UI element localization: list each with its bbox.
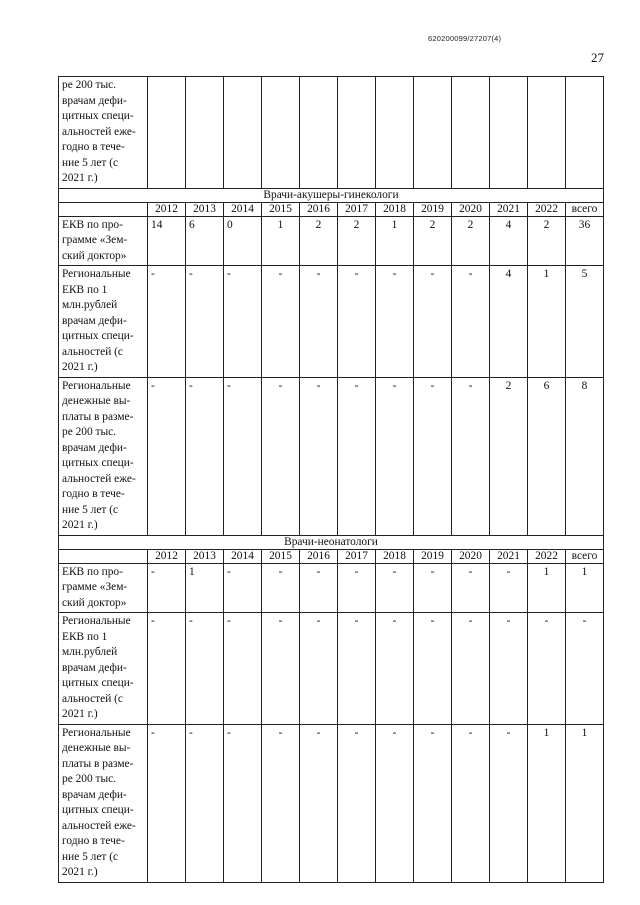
row-label-line: цитных специ-: [62, 457, 134, 469]
row-label-line: годно в тече-: [62, 835, 125, 847]
row-label-line: платы в разме-: [62, 410, 134, 423]
value-cell: 2: [452, 216, 490, 266]
value-cell: -: [338, 613, 376, 725]
value-cell: 0: [224, 216, 262, 266]
empty-cell: [300, 77, 338, 189]
page-number: 27: [591, 50, 604, 65]
row-label-line: врачам дефи-: [62, 661, 127, 674]
value-cell: -: [414, 266, 452, 378]
row-label-line: врачам дефи-: [62, 314, 127, 327]
year-header: 2013: [186, 202, 224, 216]
value-cell: -: [262, 724, 300, 882]
year-header: всего: [566, 202, 604, 216]
value-cell: -: [376, 613, 414, 725]
row-label-line: денежные вы-: [62, 395, 131, 407]
value-cell: -: [224, 563, 262, 613]
value-cell: -: [452, 563, 490, 613]
value-cell: -: [452, 724, 490, 882]
value-cell: -: [186, 377, 224, 535]
value-cell: -: [528, 613, 566, 725]
row-label: [59, 266, 148, 378]
row-label-line: цитных специ-: [62, 677, 134, 689]
year-header: 2017: [338, 202, 376, 216]
value-cell: -: [300, 613, 338, 725]
value-cell: 5: [566, 266, 604, 378]
row-label-line: 2021 г.): [62, 361, 98, 373]
value-cell: -: [414, 563, 452, 613]
value-cell: 2: [528, 216, 566, 266]
row-label-line: 2021 г.): [62, 519, 98, 531]
row-label-line: цитных специ-: [62, 330, 134, 342]
row-label-line: грамме «Зем-: [62, 581, 128, 593]
value-cell: 1: [566, 724, 604, 882]
value-cell: 4: [490, 216, 528, 266]
value-cell: 2: [338, 216, 376, 266]
table-row: [59, 216, 604, 266]
year-header: 2018: [376, 202, 414, 216]
years-label-cell: [59, 202, 148, 216]
row-label-line: грамме «Зем-: [62, 234, 128, 246]
row-label-line: альностей еже-: [62, 472, 136, 485]
table-row: [59, 613, 604, 725]
row-label-line: 2021 г.): [62, 866, 98, 878]
value-cell: -: [338, 563, 376, 613]
row-label-line: ЕКВ по 1: [62, 283, 108, 296]
year-header: 2013: [186, 549, 224, 563]
value-cell: -: [452, 377, 490, 535]
years-label-cell: [59, 549, 148, 563]
value-cell: -: [148, 266, 186, 378]
year-header: 2014: [224, 549, 262, 563]
row-label-line: ЕКВ по про-: [62, 565, 123, 578]
value-cell: 1: [528, 563, 566, 613]
year-header: 2014: [224, 202, 262, 216]
row-label-line: ЕКВ по 1: [62, 630, 108, 643]
empty-cell: [528, 77, 566, 189]
row-label-line: ский доктор»: [62, 596, 127, 609]
value-cell: -: [300, 724, 338, 882]
row-label: [59, 563, 148, 613]
row-label-line: альностей (с: [62, 345, 123, 358]
value-cell: -: [148, 613, 186, 725]
row-label-line: платы в разме-: [62, 757, 134, 770]
row-label-line: цитных специ-: [62, 110, 134, 122]
row-label-line: млн.рублей: [62, 299, 118, 311]
year-header: 2016: [300, 549, 338, 563]
empty-cell: [566, 77, 604, 189]
row-label-line: врачам дефи-: [62, 441, 127, 454]
empty-cell: [338, 77, 376, 189]
value-cell: -: [376, 724, 414, 882]
value-cell: 6: [528, 377, 566, 535]
row-label-line: врачам дефи-: [62, 788, 127, 801]
value-cell: -: [490, 724, 528, 882]
row-label-line: ние 5 лет (с: [62, 850, 119, 863]
row-label-line: ЕКВ по про-: [62, 218, 123, 231]
row-label-line: врачам дефи-: [62, 94, 127, 107]
value-cell: -: [148, 724, 186, 882]
value-cell: -: [452, 266, 490, 378]
empty-cell: [414, 77, 452, 189]
value-cell: -: [338, 266, 376, 378]
value-cell: -: [148, 377, 186, 535]
year-header: 2022: [528, 202, 566, 216]
statistics-table: [58, 76, 604, 883]
table-row: [59, 563, 604, 613]
value-cell: -: [566, 613, 604, 725]
document-id: 620200099/27207(4): [428, 34, 502, 43]
section-header-row: [59, 188, 604, 202]
value-cell: -: [262, 377, 300, 535]
value-cell: 4: [490, 266, 528, 378]
value-cell: -: [224, 377, 262, 535]
year-header: 2022: [528, 549, 566, 563]
empty-cell: [452, 77, 490, 189]
value-cell: 1: [186, 563, 224, 613]
year-header: всего: [566, 549, 604, 563]
value-cell: -: [186, 613, 224, 725]
value-cell: -: [338, 377, 376, 535]
value-cell: -: [300, 266, 338, 378]
years-row: [59, 202, 604, 216]
row-label-line: Региональные: [62, 726, 131, 739]
row-label-line: Региональные: [62, 615, 131, 627]
value-cell: -: [224, 266, 262, 378]
table-row: [59, 724, 604, 882]
year-header: 2020: [452, 202, 490, 216]
value-cell: 1: [376, 216, 414, 266]
year-header: 2012: [148, 549, 186, 563]
empty-cell: [224, 77, 262, 189]
section-title: Врачи-неонатологи: [59, 535, 604, 549]
value-cell: -: [376, 377, 414, 535]
year-header: 2015: [262, 202, 300, 216]
value-cell: -: [300, 563, 338, 613]
row-label-line: альностей еже-: [62, 125, 136, 138]
value-cell: -: [338, 724, 376, 882]
row-label: [59, 724, 148, 882]
value-cell: -: [224, 613, 262, 725]
row-label-line: денежные вы-: [62, 742, 131, 754]
empty-cell: [376, 77, 414, 189]
row-label-line: ский доктор»: [62, 249, 127, 262]
row-label-line: цитных специ-: [62, 804, 134, 816]
section-header-row: [59, 535, 604, 549]
year-header: 2019: [414, 549, 452, 563]
value-cell: 1: [262, 216, 300, 266]
row-label-line: альностей (с: [62, 692, 123, 705]
value-cell: -: [376, 266, 414, 378]
value-cell: -: [186, 724, 224, 882]
row-label-line: альностей еже-: [62, 819, 136, 832]
value-cell: -: [414, 613, 452, 725]
empty-cell: [186, 77, 224, 189]
row-label-line: 2021 г.): [62, 172, 98, 184]
value-cell: -: [262, 613, 300, 725]
row-label-line: млн.рублей: [62, 646, 118, 658]
value-cell: -: [490, 613, 528, 725]
row-label: [59, 77, 148, 189]
row-label-line: годно в тече-: [62, 141, 125, 153]
year-header: 2018: [376, 549, 414, 563]
row-label-line: 2021 г.): [62, 708, 98, 720]
empty-cell: [490, 77, 528, 189]
year-header: 2021: [490, 202, 528, 216]
row-label-line: годно в тече-: [62, 488, 125, 500]
row-label: [59, 377, 148, 535]
row-label-line: ре 200 тыс.: [62, 426, 117, 438]
value-cell: -: [262, 266, 300, 378]
value-cell: -: [414, 724, 452, 882]
year-header: 2019: [414, 202, 452, 216]
empty-cell: [262, 77, 300, 189]
value-cell: -: [376, 563, 414, 613]
value-cell: -: [452, 613, 490, 725]
value-cell: 2: [490, 377, 528, 535]
value-cell: 36: [566, 216, 604, 266]
years-row: [59, 549, 604, 563]
row-label-line: ние 5 лет (с: [62, 156, 119, 169]
value-cell: -: [414, 377, 452, 535]
value-cell: 1: [528, 724, 566, 882]
value-cell: -: [262, 563, 300, 613]
value-cell: 1: [528, 266, 566, 378]
year-header: 2021: [490, 549, 528, 563]
year-header: 2015: [262, 549, 300, 563]
year-header: 2016: [300, 202, 338, 216]
row-label-line: ние 5 лет (с: [62, 503, 119, 516]
value-cell: 2: [414, 216, 452, 266]
value-cell: -: [224, 724, 262, 882]
year-header: 2012: [148, 202, 186, 216]
value-cell: 8: [566, 377, 604, 535]
section-title: Врачи-акушеры-гинекологи: [59, 188, 604, 202]
table-row: [59, 77, 604, 189]
table-row: [59, 266, 604, 378]
table-row: [59, 377, 604, 535]
value-cell: -: [148, 563, 186, 613]
value-cell: -: [490, 563, 528, 613]
row-label-line: ре 200 тыс.: [62, 79, 117, 91]
row-label-line: ре 200 тыс.: [62, 773, 117, 785]
row-label: [59, 216, 148, 266]
row-label-line: Региональные: [62, 268, 131, 280]
year-header: 2017: [338, 549, 376, 563]
table-body: [59, 77, 604, 883]
value-cell: -: [186, 266, 224, 378]
row-label-line: Региональные: [62, 379, 131, 392]
value-cell: 14: [148, 216, 186, 266]
value-cell: 2: [300, 216, 338, 266]
empty-cell: [148, 77, 186, 189]
value-cell: -: [300, 377, 338, 535]
year-header: 2020: [452, 549, 490, 563]
value-cell: 1: [566, 563, 604, 613]
value-cell: 6: [186, 216, 224, 266]
row-label: [59, 613, 148, 725]
